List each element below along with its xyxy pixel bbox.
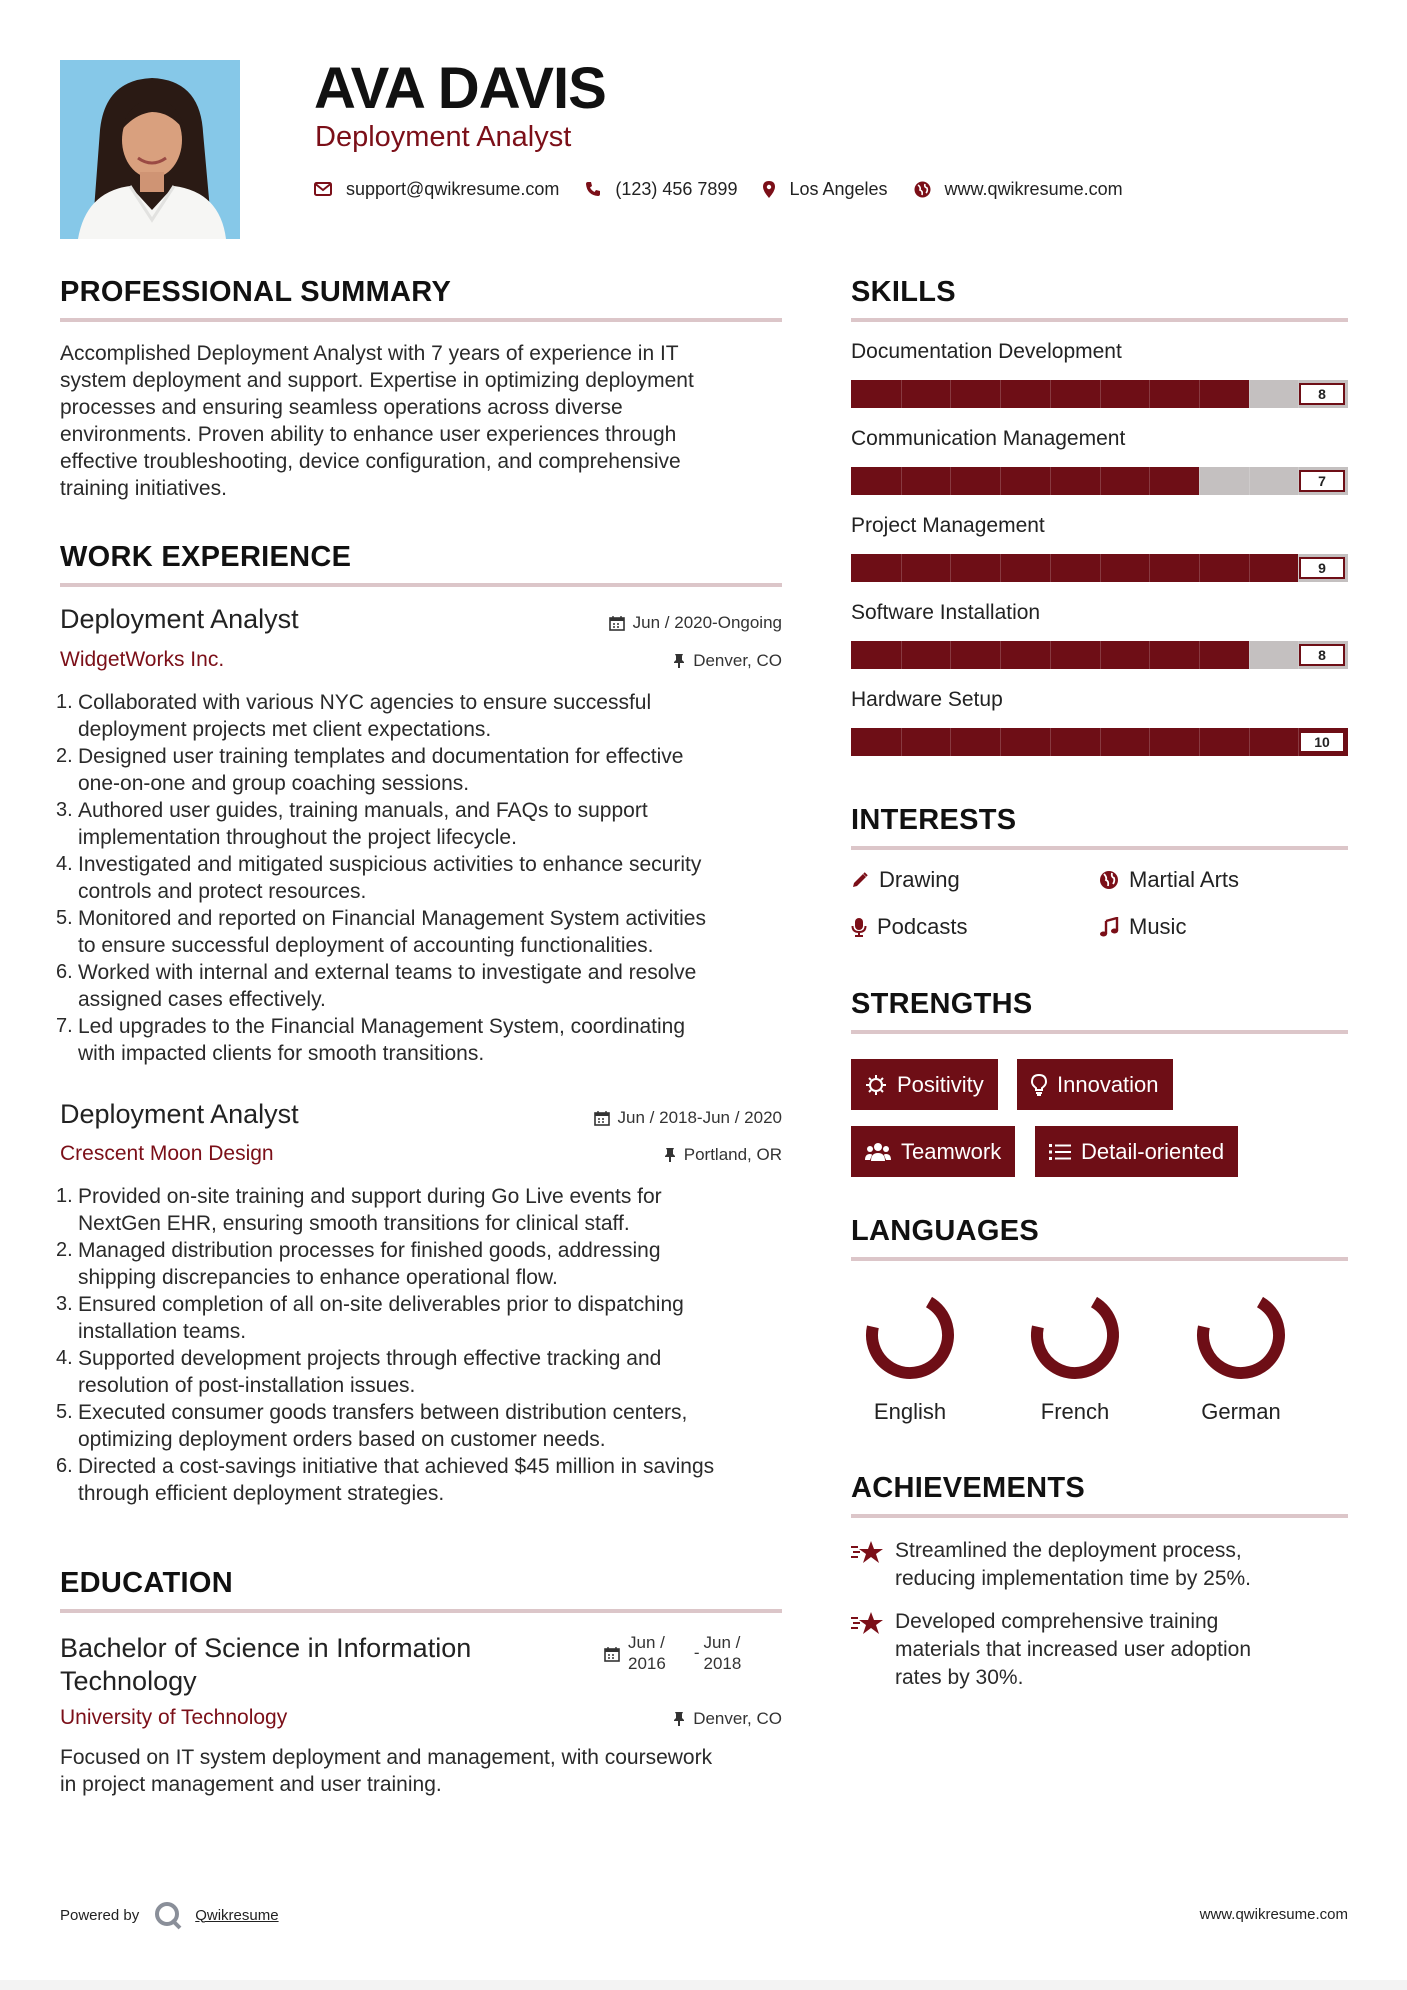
duty-line: deployment projects met client expectations. bbox=[78, 718, 492, 741]
language-ring bbox=[1193, 1287, 1289, 1383]
language-ring-arc bbox=[862, 1287, 958, 1383]
duty-item bbox=[60, 689, 800, 743]
interest-item-music bbox=[1099, 914, 1186, 940]
lightbulb-icon bbox=[1031, 1074, 1047, 1096]
skill-label: Communication Management bbox=[851, 427, 1126, 450]
strength-label: Detail-oriented bbox=[1081, 1138, 1225, 1164]
languages-divider bbox=[851, 1257, 1348, 1261]
duty-line: optimizing deployment orders based on customer needs. bbox=[78, 1428, 606, 1451]
strength-label: Innovation bbox=[1057, 1071, 1159, 1097]
powered-by-text: Powered by bbox=[60, 1906, 140, 1924]
skill-bar-segment bbox=[1000, 728, 1001, 756]
languages-heading: LANGUAGES bbox=[851, 1215, 1039, 1247]
company-name: Crescent Moon Design bbox=[60, 1142, 274, 1165]
language-item bbox=[1186, 1287, 1296, 1425]
strength-badge-innovation bbox=[1017, 1059, 1173, 1110]
job-dates bbox=[482, 613, 782, 633]
pushpin-icon bbox=[673, 653, 685, 669]
skill-bar-segment bbox=[1100, 728, 1101, 756]
contact-bar bbox=[314, 177, 1149, 201]
interest-item-podcasts bbox=[851, 914, 968, 940]
phone-text: (123) 456 7899 bbox=[615, 178, 738, 199]
end-year: 2018 bbox=[703, 1654, 742, 1673]
duty-line: Designed user training templates and documentation for effective bbox=[78, 745, 684, 768]
pencil-icon bbox=[851, 871, 869, 889]
skill-bar-segment bbox=[1100, 467, 1101, 495]
duty-item bbox=[60, 1013, 800, 1067]
person-portrait-icon bbox=[60, 60, 240, 239]
candidate-role: Deployment Analyst bbox=[315, 121, 572, 153]
interest-label: Music bbox=[1129, 914, 1187, 939]
skill-bar-segment bbox=[950, 467, 951, 495]
skill-bar-segment bbox=[901, 467, 902, 495]
start-year: 2016 bbox=[628, 1654, 666, 1673]
skill-bar-segment bbox=[950, 380, 951, 408]
skill-bar-fill bbox=[851, 467, 1199, 495]
duty-line: Directed a cost-savings initiative that achieved $45 million in savings bbox=[78, 1455, 715, 1478]
summary-divider bbox=[60, 318, 782, 322]
job-title: Deployment Analyst bbox=[60, 604, 299, 634]
envelope-icon bbox=[314, 182, 332, 196]
achievement-line: Developed comprehensive training bbox=[895, 1610, 1219, 1633]
language-ring bbox=[1027, 1287, 1123, 1383]
skill-bar-segment bbox=[1149, 380, 1150, 408]
achievement-line: reducing implementation time by 25%. bbox=[895, 1567, 1252, 1590]
contact-phone[interactable] bbox=[585, 179, 737, 200]
skill-bar bbox=[851, 554, 1348, 582]
language-name: German bbox=[1201, 1399, 1281, 1424]
footer-powered-by bbox=[60, 1900, 279, 1930]
language-item bbox=[855, 1287, 965, 1425]
skill-level-value: 9 bbox=[1299, 557, 1345, 579]
achievement-line: Streamlined the deployment process, bbox=[895, 1539, 1242, 1562]
strength-badge-positivity bbox=[851, 1059, 998, 1110]
duty-item bbox=[60, 959, 800, 1013]
calendar-icon bbox=[594, 1110, 610, 1126]
interest-label: Drawing bbox=[879, 867, 960, 892]
contact-website[interactable] bbox=[914, 179, 1123, 200]
location-text: Los Angeles bbox=[789, 178, 888, 199]
duty-item bbox=[60, 1237, 800, 1291]
skill-level-value: 8 bbox=[1299, 383, 1345, 405]
globe-icon bbox=[1099, 870, 1119, 890]
list-icon bbox=[1049, 1143, 1071, 1161]
duty-item bbox=[60, 1399, 800, 1453]
skill-bar-segment bbox=[1199, 467, 1200, 495]
candidate-name: AVA DAVIS bbox=[314, 56, 606, 121]
degree-line: Technology bbox=[60, 1666, 197, 1696]
summary-line: environments. Proven ability to enhance user experiences through bbox=[60, 423, 677, 446]
skill-bar-segment bbox=[1000, 641, 1001, 669]
skills-heading: SKILLS bbox=[851, 276, 956, 308]
experience-heading: WORK EXPERIENCE bbox=[60, 541, 352, 573]
users-icon bbox=[865, 1142, 891, 1162]
date-separator: - bbox=[693, 1643, 700, 1662]
education-end bbox=[704, 1632, 742, 1674]
globe-icon bbox=[914, 181, 931, 198]
duty-line: resolution of post-installation issues. bbox=[78, 1374, 416, 1397]
skill-bar-segment bbox=[901, 554, 902, 582]
skill-bar-segment bbox=[1149, 554, 1150, 582]
education-start bbox=[628, 1632, 666, 1674]
duty-line: controls and protect resources. bbox=[78, 880, 367, 903]
language-ring bbox=[862, 1287, 958, 1383]
start-month: Jun / bbox=[628, 1633, 665, 1652]
achievement-text bbox=[895, 1537, 1251, 1593]
skill-bar-segment bbox=[950, 554, 951, 582]
skill-level-value: 10 bbox=[1299, 731, 1345, 753]
duty-line: Provided on-site training and support during Go Live events for bbox=[78, 1185, 662, 1208]
duty-line: implementation throughout the project lifecycle. bbox=[78, 826, 517, 849]
achievements-divider bbox=[851, 1514, 1348, 1518]
website-text: www.qwikresume.com bbox=[944, 178, 1123, 199]
duty-item bbox=[60, 1453, 800, 1507]
end-month: Jun / bbox=[703, 1633, 741, 1652]
skill-bar-segment bbox=[1249, 467, 1250, 495]
strength-badge-detail-oriented bbox=[1035, 1126, 1238, 1177]
job-dates bbox=[482, 1108, 782, 1128]
duty-line: to ensure successful deployment of accounting functionalities. bbox=[78, 934, 654, 957]
strength-badge-teamwork bbox=[851, 1126, 1015, 1177]
skill-label: Software Installation bbox=[851, 601, 1041, 624]
skill-bar-segment bbox=[1100, 641, 1101, 669]
skill-bar-segment bbox=[901, 728, 902, 756]
qwikresume-logo-icon bbox=[153, 1900, 183, 1930]
duty-line: NextGen EHR, ensuring smooth transitions for clinical staff. bbox=[78, 1212, 630, 1235]
skill-bar-segment bbox=[1149, 728, 1150, 756]
education-divider bbox=[60, 1609, 782, 1613]
skill-bar-segment bbox=[1000, 554, 1001, 582]
star-award-icon bbox=[851, 1539, 885, 1565]
calendar-icon bbox=[609, 615, 625, 631]
skill-bar-segment bbox=[1000, 380, 1001, 408]
skill-bar bbox=[851, 380, 1348, 408]
education-desc-line: in project management and user training. bbox=[60, 1773, 442, 1796]
contact-location bbox=[763, 179, 887, 200]
degree-title bbox=[60, 1632, 471, 1698]
interest-label: Podcasts bbox=[877, 914, 968, 939]
contact-email[interactable] bbox=[314, 179, 559, 200]
job-dates-text: Jun / 2018-Jun / 2020 bbox=[617, 1108, 782, 1127]
skill-bar-segment bbox=[1199, 380, 1200, 408]
skill-bar bbox=[851, 641, 1348, 669]
achievements-heading: ACHIEVEMENTS bbox=[851, 1472, 1086, 1504]
achievement-text bbox=[895, 1608, 1251, 1692]
strengths-divider bbox=[851, 1030, 1348, 1034]
skill-bar-segment bbox=[1149, 467, 1150, 495]
duty-item bbox=[60, 1291, 800, 1345]
job-location-text: Denver, CO bbox=[693, 651, 782, 670]
skill-bar bbox=[851, 728, 1348, 756]
education-desc-line: Focused on IT system deployment and management, with coursework bbox=[60, 1746, 713, 1769]
map-pin-icon bbox=[763, 181, 775, 198]
skill-label: Documentation Development bbox=[851, 340, 1122, 363]
star-award-icon bbox=[851, 1610, 885, 1636]
skill-bar-segment bbox=[1000, 467, 1001, 495]
company-name: WidgetWorks Inc. bbox=[60, 648, 225, 671]
interest-item-martial-arts bbox=[1099, 867, 1239, 893]
duty-item bbox=[60, 851, 800, 905]
skill-bar-segment bbox=[1149, 641, 1150, 669]
skill-bar-segment bbox=[1050, 641, 1051, 669]
interests-heading: INTERESTS bbox=[851, 804, 1017, 836]
job-location-text: Portland, OR bbox=[683, 1145, 782, 1164]
summary-line: processes and ensuring seamless operations across diverse bbox=[60, 396, 623, 419]
language-ring-arc bbox=[1193, 1287, 1289, 1383]
skill-bar-segment bbox=[950, 641, 951, 669]
summary-line: effective troubleshooting, device configuration, and comprehensive bbox=[60, 450, 681, 473]
bottom-band bbox=[0, 1980, 1407, 1990]
duty-item bbox=[60, 905, 800, 959]
duty-line: Ensured completion of all on-site deliverables prior to dispatching bbox=[78, 1293, 684, 1316]
interest-label: Martial Arts bbox=[1129, 867, 1240, 892]
education-dates bbox=[604, 1632, 741, 1674]
duty-line: Worked with internal and external teams to investigate and resolve bbox=[78, 961, 697, 984]
skill-bar-segment bbox=[1199, 641, 1200, 669]
duty-line: Monitored and reported on Financial Management System activities bbox=[78, 907, 706, 930]
skill-label: Hardware Setup bbox=[851, 688, 1003, 711]
school-name: University of Technology bbox=[60, 1706, 288, 1729]
skill-label: Project Management bbox=[851, 514, 1045, 537]
summary-line: training initiatives. bbox=[60, 477, 227, 500]
profile-photo bbox=[60, 60, 240, 239]
job-duties-list bbox=[60, 689, 800, 1067]
strength-label: Positivity bbox=[897, 1071, 984, 1097]
duty-line: one-on-one and group coaching sessions. bbox=[78, 772, 470, 795]
duty-line: Led upgrades to the Financial Management System, coordinating bbox=[78, 1015, 686, 1038]
interests-divider bbox=[851, 846, 1348, 850]
skill-bar-segment bbox=[1199, 728, 1200, 756]
education-location-text: Denver, CO bbox=[693, 1709, 782, 1728]
language-name: English bbox=[873, 1399, 947, 1424]
skill-bar-segment bbox=[1249, 380, 1250, 408]
duty-line: assigned cases effectively. bbox=[78, 988, 326, 1011]
job-title: Deployment Analyst bbox=[60, 1099, 299, 1129]
duty-line: Supported development projects through effective tracking and bbox=[78, 1347, 662, 1370]
duty-line: Investigated and mitigated suspicious activities to enhance security bbox=[78, 853, 702, 876]
skill-bar-segment bbox=[1199, 554, 1200, 582]
summary-line: system deployment and support. Expertise in optimizing deployment bbox=[60, 369, 694, 392]
skill-level-value: 8 bbox=[1299, 644, 1345, 666]
summary-heading: PROFESSIONAL SUMMARY bbox=[60, 276, 452, 308]
duty-line: shipping discrepancies to enhance operational flow. bbox=[78, 1266, 558, 1289]
calendar-icon bbox=[604, 1646, 620, 1662]
summary-text bbox=[60, 340, 790, 502]
pushpin-icon bbox=[664, 1147, 676, 1163]
skill-bar-segment bbox=[1100, 380, 1101, 408]
education-heading: EDUCATION bbox=[60, 1567, 233, 1599]
sun-icon bbox=[865, 1074, 887, 1096]
skill-bar-segment bbox=[950, 728, 951, 756]
job-duties-list bbox=[60, 1183, 800, 1507]
skill-bar-segment bbox=[1249, 554, 1250, 582]
skill-bar-segment bbox=[1050, 380, 1051, 408]
education-location bbox=[482, 1709, 782, 1729]
language-ring-arc bbox=[1027, 1287, 1123, 1383]
duty-line: Authored user guides, training manuals, and FAQs to support bbox=[78, 799, 648, 822]
achievement-line: materials that increased user adoption bbox=[895, 1638, 1252, 1661]
skill-bar-segment bbox=[1050, 467, 1051, 495]
education-description bbox=[60, 1744, 800, 1798]
skill-bar-segment bbox=[1050, 728, 1051, 756]
skills-divider bbox=[851, 318, 1348, 322]
strength-label: Teamwork bbox=[901, 1138, 1002, 1164]
skill-bar-segment bbox=[1249, 728, 1250, 756]
experience-divider bbox=[60, 583, 782, 587]
skill-bar-segment bbox=[1050, 554, 1051, 582]
skill-bar-segment bbox=[901, 380, 902, 408]
language-name: French bbox=[1040, 1399, 1110, 1424]
achievement-item bbox=[851, 1537, 1331, 1593]
job-dates-text: Jun / 2020-Ongoing bbox=[632, 613, 782, 632]
duty-item bbox=[60, 797, 800, 851]
duty-item bbox=[60, 743, 800, 797]
job-location bbox=[482, 651, 782, 671]
duty-line: with impacted clients for smooth transitions. bbox=[78, 1042, 485, 1065]
duty-line: Collaborated with various NYC agencies to ensure successful bbox=[78, 691, 652, 714]
phone-icon bbox=[585, 181, 601, 197]
email-text: support@qwikresume.com bbox=[346, 178, 560, 199]
skill-bar-fill bbox=[851, 554, 1298, 582]
duty-item bbox=[60, 1345, 800, 1399]
strengths-heading: STRENGTHS bbox=[851, 988, 1033, 1020]
pushpin-icon bbox=[673, 1711, 685, 1727]
duty-item bbox=[60, 1183, 800, 1237]
footer-website[interactable]: www.qwikresume.com bbox=[1199, 1906, 1348, 1923]
job-location bbox=[482, 1145, 782, 1165]
qwikresume-link[interactable]: Qwikresume bbox=[195, 1906, 279, 1924]
achievement-line: rates by 30%. bbox=[895, 1666, 1024, 1689]
skill-level-value: 7 bbox=[1299, 470, 1345, 492]
skill-bar-segment bbox=[901, 641, 902, 669]
duty-line: Executed consumer goods transfers between distribution centers, bbox=[78, 1401, 688, 1424]
degree-line: Bachelor of Science in Information bbox=[60, 1633, 472, 1663]
summary-line: Accomplished Deployment Analyst with 7 years of experience in IT bbox=[60, 342, 679, 365]
interest-item-drawing bbox=[851, 867, 960, 893]
duty-line: Managed distribution processes for finished goods, addressing bbox=[78, 1239, 661, 1262]
duty-line: through efficient deployment strategies. bbox=[78, 1482, 445, 1505]
duty-line: installation teams. bbox=[78, 1320, 247, 1343]
music-icon bbox=[1099, 917, 1119, 937]
microphone-icon bbox=[851, 917, 867, 937]
skill-bar-segment bbox=[1249, 641, 1250, 669]
language-item bbox=[1020, 1287, 1130, 1425]
skill-bar bbox=[851, 467, 1348, 495]
skill-bar-segment bbox=[1100, 554, 1101, 582]
achievement-item bbox=[851, 1608, 1331, 1692]
